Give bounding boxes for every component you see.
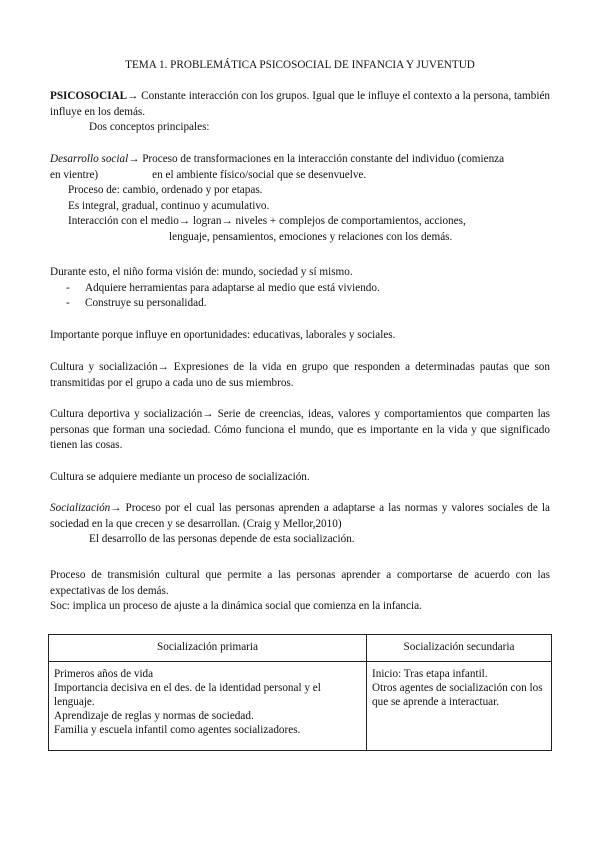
socializacion-term: Socialización <box>50 502 111 514</box>
socializacion-table <box>48 634 552 751</box>
desarrollo-item: Proceso de: cambio, ordenado y por etapas. <box>68 184 263 196</box>
durante-section <box>50 265 550 312</box>
arrow: → <box>127 90 139 102</box>
socializacion-definition: Socialización→ Proceso por el cual las personas aprenden a adaptarse a las normas y valores sociales de la sociedad en la que crecen y se desarrollan. (Craig y Mellor,2010) <box>50 502 550 530</box>
cultura-adquiere-paragraph: Cultura se adquiere mediante un proceso de socialización. <box>50 471 310 483</box>
concepts-intro: Dos conceptos principales: <box>89 121 210 133</box>
desarrollo-item: Es integral, gradual, continuo y acumulativo. <box>68 199 270 212</box>
socializacion-section <box>50 501 550 548</box>
soc-line: Soc: implica un proceso de ajuste a la dinámica social que comienza en la infancia. <box>50 600 422 612</box>
cultura-deportiva-paragraph: Cultura deportiva y socialización→ Serie de creencias, ideas, valores y comportamientos que comparten las personas que forman una sociedad. Cómo funciona el mundo, que es importante en la vida y que significado tienen las cosas. <box>50 408 550 451</box>
psicosocial-term: PSICOSOCIAL <box>50 90 128 102</box>
desarrollo-item: Interacción con el medio→ logran→ niveles + complejos de comportamientos, acciones, <box>68 215 466 227</box>
desarrollo-social-section <box>50 152 550 245</box>
durante-list <box>50 281 550 312</box>
list-item: - Adquiere herramientas para adaptarse al medio que está viviendo. <box>66 281 550 297</box>
list-item: Primeros años de vida <box>54 668 154 680</box>
table-header-row <box>49 635 552 662</box>
header-secundaria: Socialización secundaria <box>367 635 552 662</box>
list-item: Importancia decisiva en el des. de la identidad personal y el lenguaje. <box>54 682 321 708</box>
list-item: Aprendizaje de reglas y normas de sociedad. <box>54 710 254 722</box>
cultura-paragraph: Cultura y socialización→ Expresiones de la vida en grupo que responden a determinadas pautas que son transmitidas por el grupo a cada uno de sus miembros. <box>50 361 550 389</box>
durante-intro: Durante esto, el niño forma visión de: mundo, sociedad y sí mismo. <box>50 266 353 278</box>
cell-secundaria <box>367 662 552 751</box>
arrow: → <box>110 502 122 514</box>
list-item: - Construye su personalidad. <box>66 296 550 312</box>
cell-primaria <box>49 662 367 751</box>
transmision-section <box>50 568 550 615</box>
desarrollo-line2: en vientre) en el ambiente físico/social que se desenvuelve. <box>50 168 367 181</box>
list-item: Familia y escuela infantil como agentes socializadores. <box>54 724 301 736</box>
socializacion-note: El desarrollo de las personas depende de esta socialización. <box>89 533 355 545</box>
psicosocial-definition: PSICOSOCIAL→ Constante interacción con los grupos. Igual que le influye el contexto a la persona, también influye en los demás. <box>50 90 550 118</box>
arrow: → <box>128 153 140 165</box>
desarrollo-line1: Desarrollo social→ Proceso de transformaciones en la interacción constante del individuo (comienza <box>50 153 505 165</box>
desarrollo-term: Desarrollo social <box>50 153 129 165</box>
transmision-paragraph: Proceso de transmisión cultural que permite a las personas aprender a comportarse de acuerdo con las expectativas de los demás. <box>50 569 550 597</box>
document-title: TEMA 1. PROBLEMÁTICA PSICOSOCIAL DE INFANCIA Y JUVENTUD <box>125 59 475 71</box>
desarrollo-item-continuation: lenguaje, pensamientos, emociones y relaciones con los demás. <box>169 230 453 243</box>
list-item: Inicio: Tras etapa infantil. <box>372 668 488 680</box>
table-row <box>49 662 552 751</box>
importante-paragraph: Importante porque influye en oportunidades: educativas, laborales y sociales. <box>50 329 396 341</box>
list-item: Otros agentes de socialización con los que se aprende a interactuar. <box>372 682 543 708</box>
header-primaria: Socialización primaria <box>49 635 367 662</box>
